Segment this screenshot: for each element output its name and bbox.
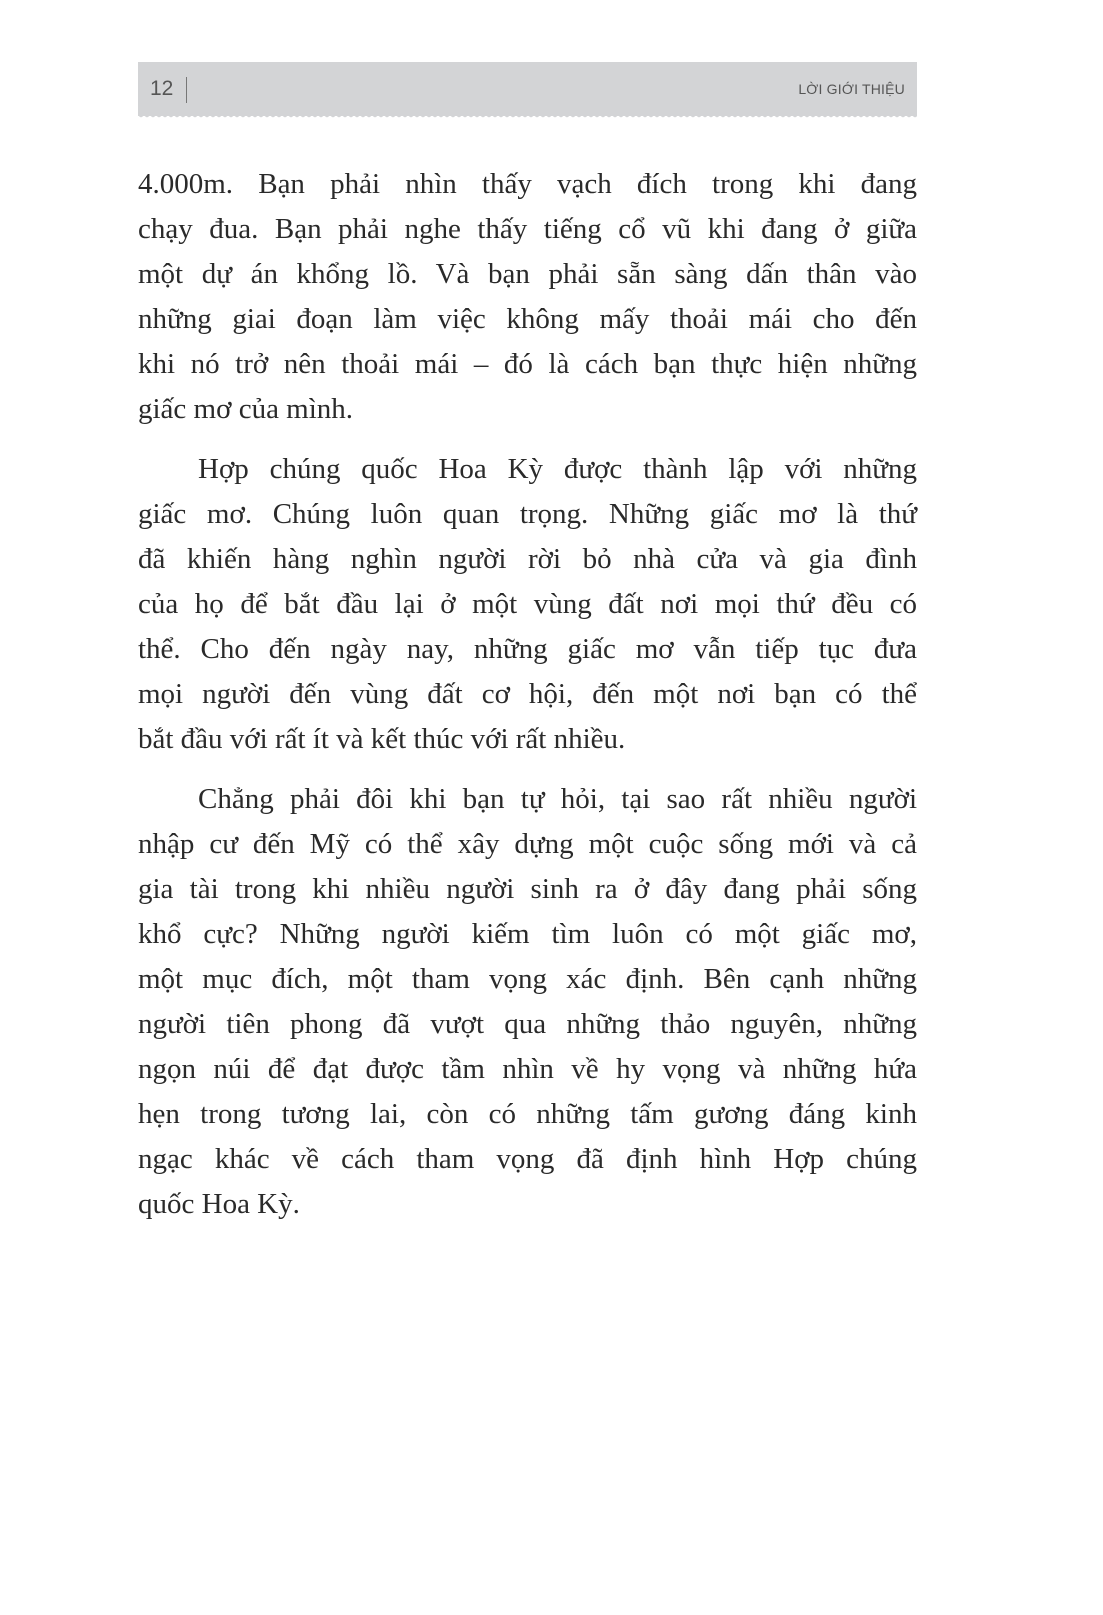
text-line: quốc Hoa Kỳ. (138, 1188, 300, 1220)
paragraph (138, 777, 917, 1227)
chapter-title: LỜI GIỚI THIỆU (798, 81, 905, 97)
body-text (138, 162, 917, 1242)
text-line: 4.000m. Bạn phải nhìn thấy vạch đích trong khi đang (138, 168, 917, 200)
paragraph (138, 447, 917, 762)
text-line: gia tài trong khi nhiều người sinh ra ở đây đang phải sống (138, 873, 917, 905)
text-line: Chẳng phải đôi khi bạn tự hỏi, tại sao rất nhiều người (198, 783, 917, 815)
text-line: người tiên phong đã vượt qua những thảo nguyên, những (138, 1008, 917, 1040)
text-line: nhập cư đến Mỹ có thể xây dựng một cuộc sống mới và cả (138, 828, 917, 860)
text-line: ngọn núi để đạt được tầm nhìn về hy vọng và những hứa (138, 1053, 917, 1085)
text-line: khổ cực? Những người kiếm tìm luôn có một giấc mơ, (138, 918, 917, 950)
text-line: bắt đầu với rất ít và kết thúc với rất nhiều. (138, 723, 626, 755)
text-line: khi nó trở nên thoải mái – đó là cách bạn thực hiện những (138, 348, 917, 380)
text-line: một mục đích, một tham vọng xác định. Bên cạnh những (138, 963, 917, 995)
text-line: ngạc khác về cách tham vọng đã định hình Hợp chúng (138, 1143, 917, 1175)
text-line: hẹn trong tương lai, còn có những tấm gương đáng kinh (138, 1098, 917, 1130)
text-line: của họ để bắt đầu lại ở một vùng đất nơi mọi thứ đều có (138, 588, 917, 620)
text-line: chạy đua. Bạn phải nghe thấy tiếng cổ vũ khi đang ở giữa (138, 213, 917, 245)
text-line: mọi người đến vùng đất cơ hội, đến một nơi bạn có thể (138, 678, 917, 710)
paragraph (138, 162, 917, 432)
page-number: 12 (150, 77, 174, 100)
running-header (138, 62, 917, 116)
text-line: giấc mơ. Chúng luôn quan trọng. Những giấc mơ là thứ (138, 498, 917, 530)
text-line: một dự án khổng lồ. Và bạn phải sẵn sàng dấn thân vào (138, 258, 917, 290)
text-line: những giai đoạn làm việc không mấy thoải mái cho đến (138, 303, 917, 335)
text-line: đã khiến hàng nghìn người rời bỏ nhà cửa và gia đình (138, 543, 917, 575)
text-line: thể. Cho đến ngày nay, những giấc mơ vẫn tiếp tục đưa (138, 633, 917, 665)
header-divider (186, 77, 187, 103)
text-line: Hợp chúng quốc Hoa Kỳ được thành lập với những (198, 453, 917, 485)
text-line: giấc mơ của mình. (138, 393, 354, 425)
